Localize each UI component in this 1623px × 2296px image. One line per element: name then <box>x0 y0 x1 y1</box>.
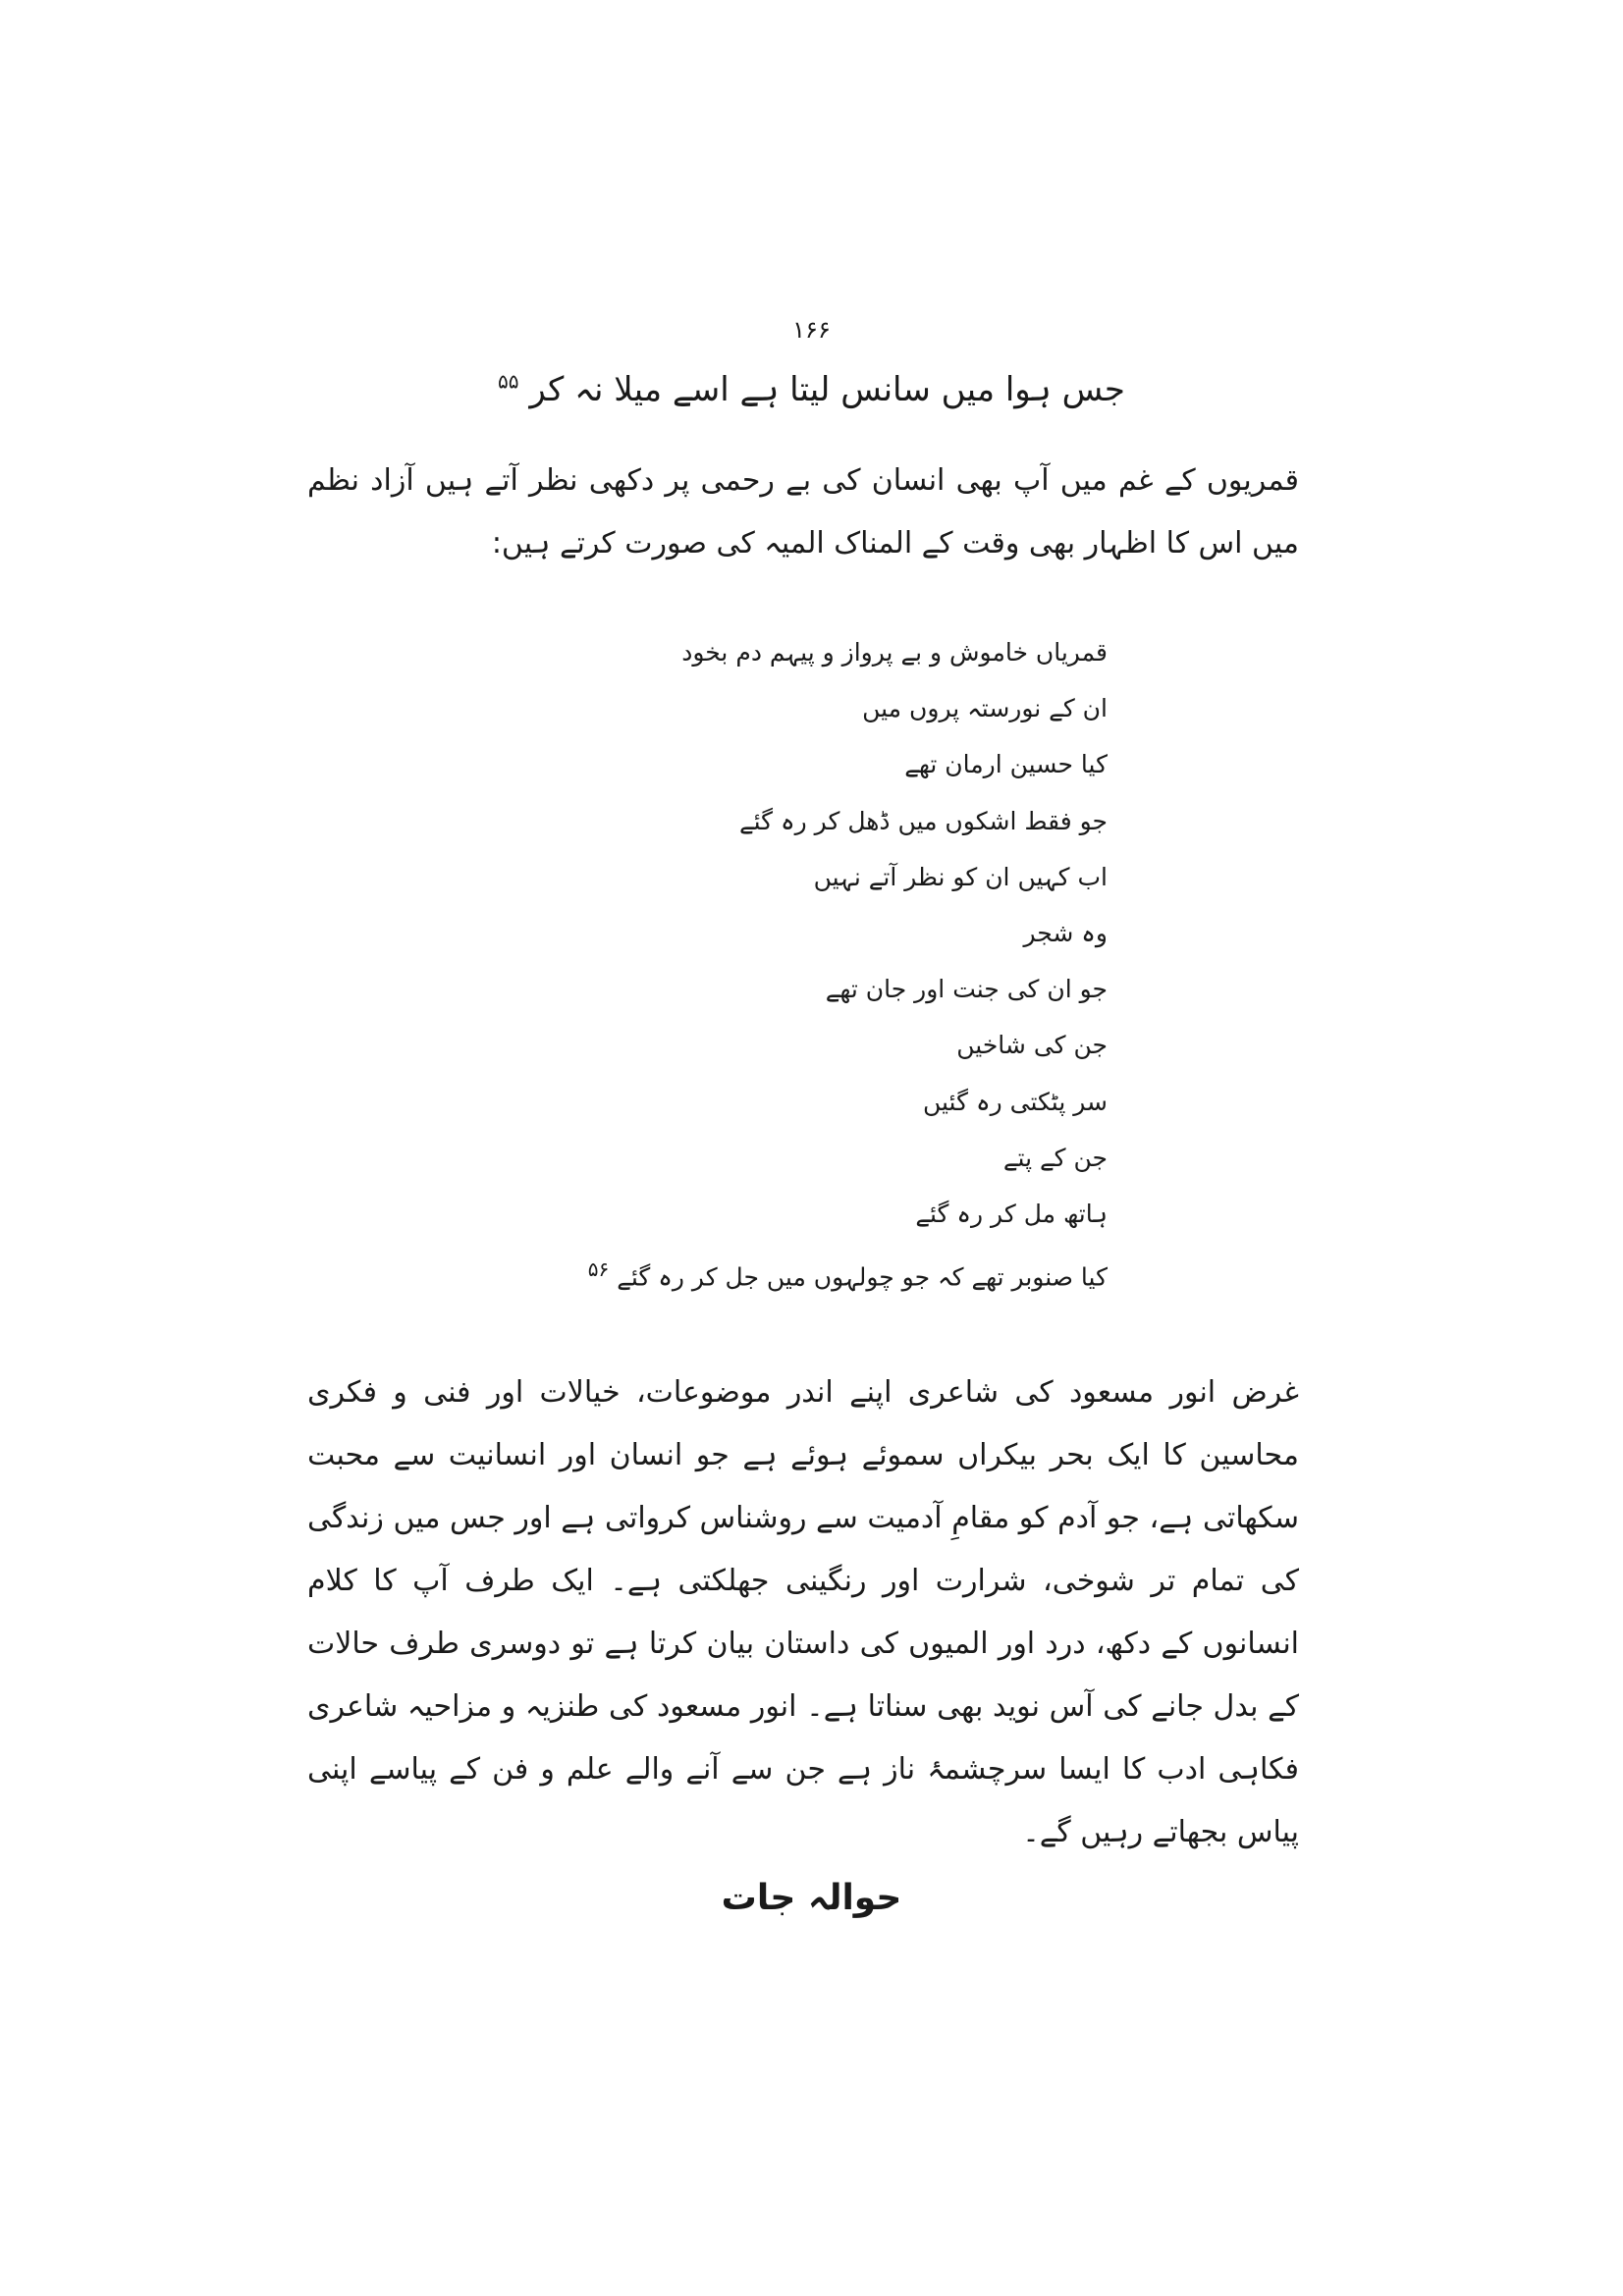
poem-line: جو فقط اشکوں میں ڈھل کر رہ گئے <box>738 806 1108 835</box>
page-number: ۱۶۶ <box>792 316 831 344</box>
paragraph-conclusion: غرض انور مسعود کی شاعری اپنے اندر موضوعات، خیالات اور فنی و فکری محاسین کا ایک بحر بیکراں سموئے ہوئے ہے جو انسان اور انسانیت سے محبت سکھاتی ہے، جو آدم کو مقامِ آدمیت سے روشناس کرواتی ہے اور جس میں زندگی کی تمام تر شوخی، شرارت اور رنگینی جھلکتی ہے۔ ایک طرف آپ کا کلام انسانوں کے دکھ، درد اور المیوں کی داستان بیان کرتا ہے تو دوسری طرف حالات کے بدل جانے کی آس نوید بھی سناتا ہے۔ انور مسعود کی طنزیہ و مزاحیہ شاعری فکاہی ادب کا ایسا سرچشمۂ ناز ہے جن سے آنے والے علم و فن کے پیاسے اپنی پیاس بجھاتے رہیں گے۔ <box>307 1375 1299 1849</box>
paragraph-intro: قمریوں کے غم میں آپ بھی انسان کی بے رحمی پر دکھی نظر آتے ہیں آزاد نظم میں اس کا اظہار بھی وقت کے المناک المیہ کی صورت کرتے ہیں: <box>307 463 1299 561</box>
footnote-ref-56: ۵۶ <box>587 1257 610 1282</box>
poem-block <box>518 624 1108 1298</box>
poem-line: سر پٹکتی رہ گئیں <box>922 1087 1108 1116</box>
poem-line-last <box>518 1242 1108 1298</box>
opening-verse <box>295 369 1328 409</box>
poem-line: جن کی شاخیں <box>956 1031 1108 1060</box>
poem-line: جو ان کی جنت اور جان تھے <box>825 975 1108 1004</box>
poem-line-text: کیا صنوبر تھے کہ جو چولہوں میں جل کر رہ گئے <box>617 1262 1108 1292</box>
poem-line: ہاتھ مل کر رہ گئے <box>915 1199 1108 1228</box>
verse-text: جس ہوا میں سانس لیتا ہے اسے میلا نہ کر <box>529 370 1125 409</box>
poem-line: ان کے نورستہ پروں میں <box>862 694 1108 723</box>
poem-line: کیا حسین ارمان تھے <box>904 750 1108 779</box>
poem-line: قمریاں خاموش و بے پرواز و پیہم دم بخود <box>681 638 1108 667</box>
footnote-ref-55: ۵۵ <box>498 369 519 394</box>
poem-line: اب کہیں ان کو نظر آتے نہیں <box>813 862 1108 891</box>
references-heading: حوالہ جات <box>721 1878 902 1918</box>
poem-line: وہ شجر <box>1023 918 1108 947</box>
poem-line: جن کے پتے <box>1002 1143 1108 1172</box>
